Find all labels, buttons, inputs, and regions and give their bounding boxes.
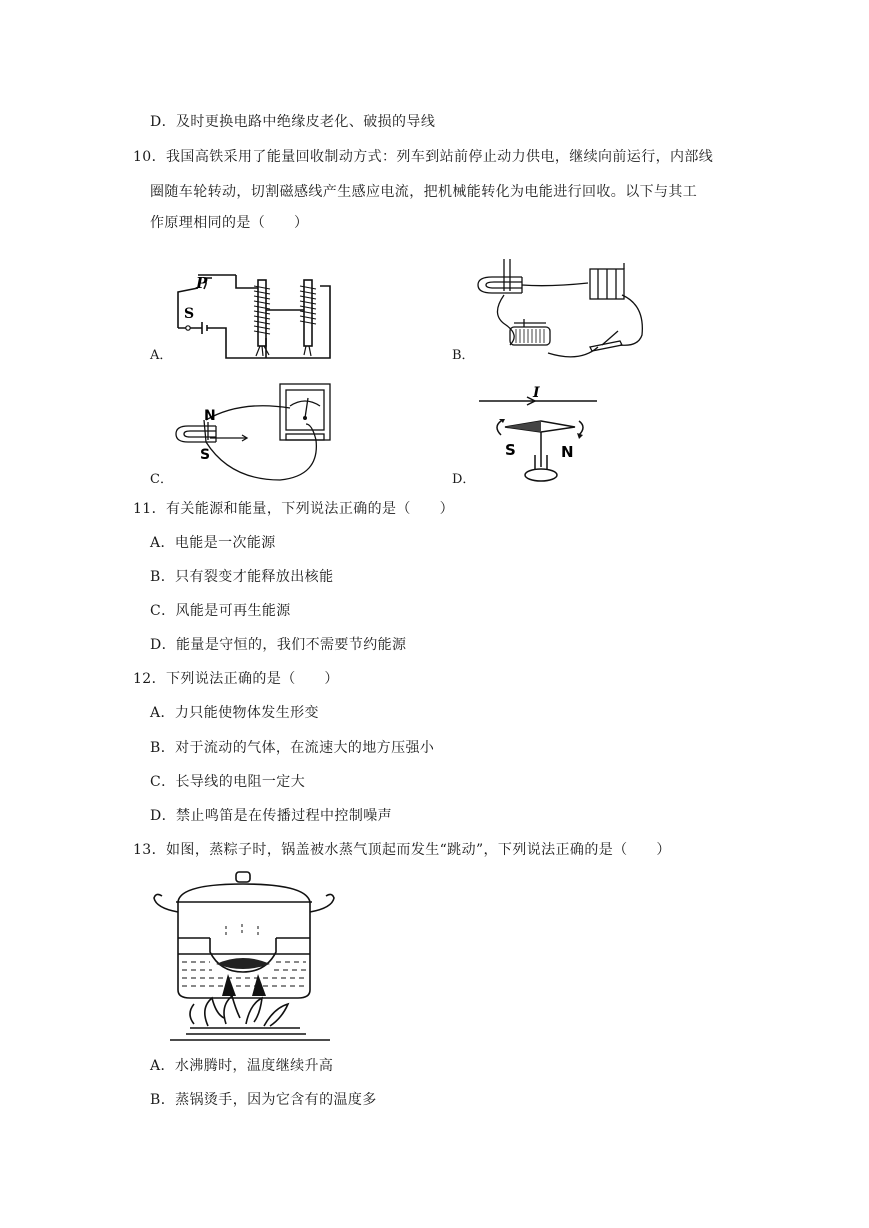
q10-stem-line-3: 作原理相同的是（ ） [150, 215, 309, 231]
fig-c-label-s: S [200, 447, 211, 463]
q10-figure-c-induction-galvanometer [170, 380, 340, 488]
q12-option-a: A．力只能使物体发生形变 [150, 705, 319, 721]
fig-d-label-i: I [533, 385, 540, 401]
fig-c-label-n: N [204, 408, 216, 424]
q12-option-c: C．长导线的电阻一定大 [150, 774, 306, 790]
q11-stem: 11．有关能源和能量，下列说法正确的是（ ） [133, 501, 455, 517]
q11-option-a: A．电能是一次能源 [150, 535, 276, 551]
fig-d-label-s: S [505, 441, 516, 459]
q10-stem-line-2: 圈随车轮转动，切割磁感线产生感应电流，把机械能转化为电能进行回收。以下与其工 [150, 184, 698, 200]
q11-option-c: C．风能是可再生能源 [150, 603, 291, 619]
q10-figure-b-letter: B． [452, 348, 475, 363]
q10-stem-line-1: 10．我国高铁采用了能量回收制动方式：列车到站前停止动力供电，继续向前运行，内部线 [133, 149, 714, 165]
q10-figure-b-motor-circuit [470, 255, 660, 365]
q12-option-d: D．禁止鸣笛是在传播过程中控制噪声 [150, 808, 393, 824]
q10-figure-d-oersted-compass [475, 385, 605, 487]
q12-option-b: B．对于流动的气体，在流速大的地方压强小 [150, 740, 435, 756]
q12-stem: 12．下列说法正确的是（ ） [133, 671, 339, 687]
q10-figure-c-letter: C． [150, 472, 173, 487]
q13-option-a: A．水沸腾时，温度继续升高 [150, 1058, 334, 1074]
fig-a-label-s: S [184, 306, 195, 322]
q11-option-d: D．能量是守恒的，我们不需要节约能源 [150, 637, 407, 653]
fig-d-label-n: N [561, 443, 574, 461]
fig-a-label-p: P [196, 274, 208, 292]
q13-figure-steamer-pot [150, 868, 345, 1048]
q13-stem: 13．如图，蒸粽子时，锅盖被水蒸气顶起而发生“跳动”，下列说法正确的是（ ） [133, 842, 671, 858]
q10-figure-d-letter: D． [452, 472, 476, 487]
q10-figure-a-electromagnet-circuit [170, 270, 340, 365]
q13-option-b: B．蒸锅烫手，因为它含有的温度多 [150, 1092, 377, 1108]
q11-option-b: B．只有裂变才能释放出核能 [150, 569, 334, 585]
q9-option-d: D．及时更换电路中绝缘皮老化、破损的导线 [150, 114, 436, 130]
q10-figure-a-letter: A． [150, 348, 173, 363]
